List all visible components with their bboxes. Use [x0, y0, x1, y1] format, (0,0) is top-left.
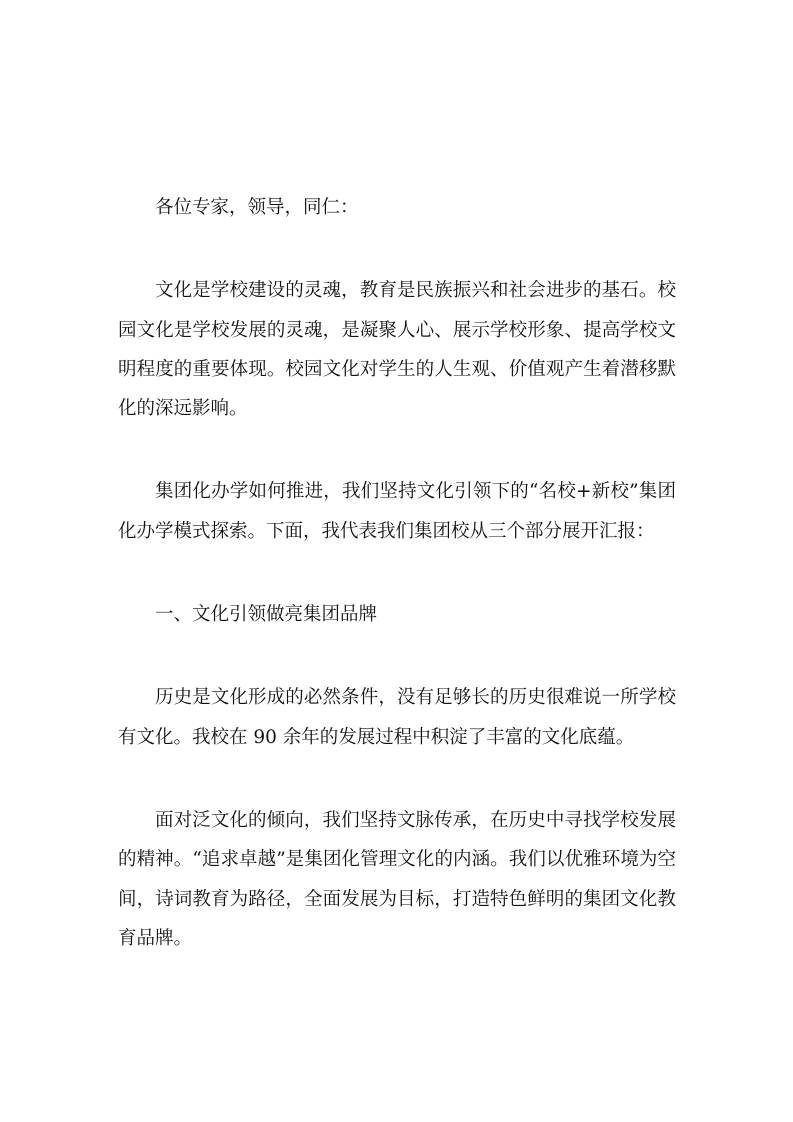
paragraph-group-schooling: 集团化办学如何推进，我们坚持文化引领下的“名校+新校”集团化办学模式探索。下面，我代表我们集团校从三个部分展开汇报： [118, 481, 676, 542]
document-body [118, 188, 676, 958]
paragraph-intro-culture: 文化是学校建设的灵魂，教育是民族振兴和社会进步的基石。校园文化是学校发展的灵魂，是凝聚人心、展示学校形象、提高学校文明程度的重要体现。校园文化对学生的人生观、价值观产生着潜移默化的深远影响。 [118, 280, 676, 420]
paragraph-spacer [118, 757, 676, 801]
paragraph-spacer [118, 551, 676, 595]
paragraph-spacer [118, 227, 676, 271]
paragraph-spacer [118, 428, 676, 472]
section-heading: 一、文化引领做亮集团品牌 [155, 604, 378, 626]
salutation: 各位专家，领导，同仁： [155, 197, 359, 218]
paragraph-spacer [118, 634, 676, 678]
paragraph-pursuit-excellence: 面对泛文化的倾向，我们坚持文脉传承，在历史中寻找学校发展的精神。“追求卓越”是集团化管理文化的内涵。我们以优雅环境为空间，诗词教育为路径，全面发展为目标，打造特色鲜明的集团文化教育品牌。 [118, 809, 676, 949]
paragraph-history: 历史是文化形成的必然条件，没有足够长的历史很难说一所学校有文化。我校在 90 余年的发展过程中积淀了丰富的文化底蕴。 [118, 687, 676, 748]
